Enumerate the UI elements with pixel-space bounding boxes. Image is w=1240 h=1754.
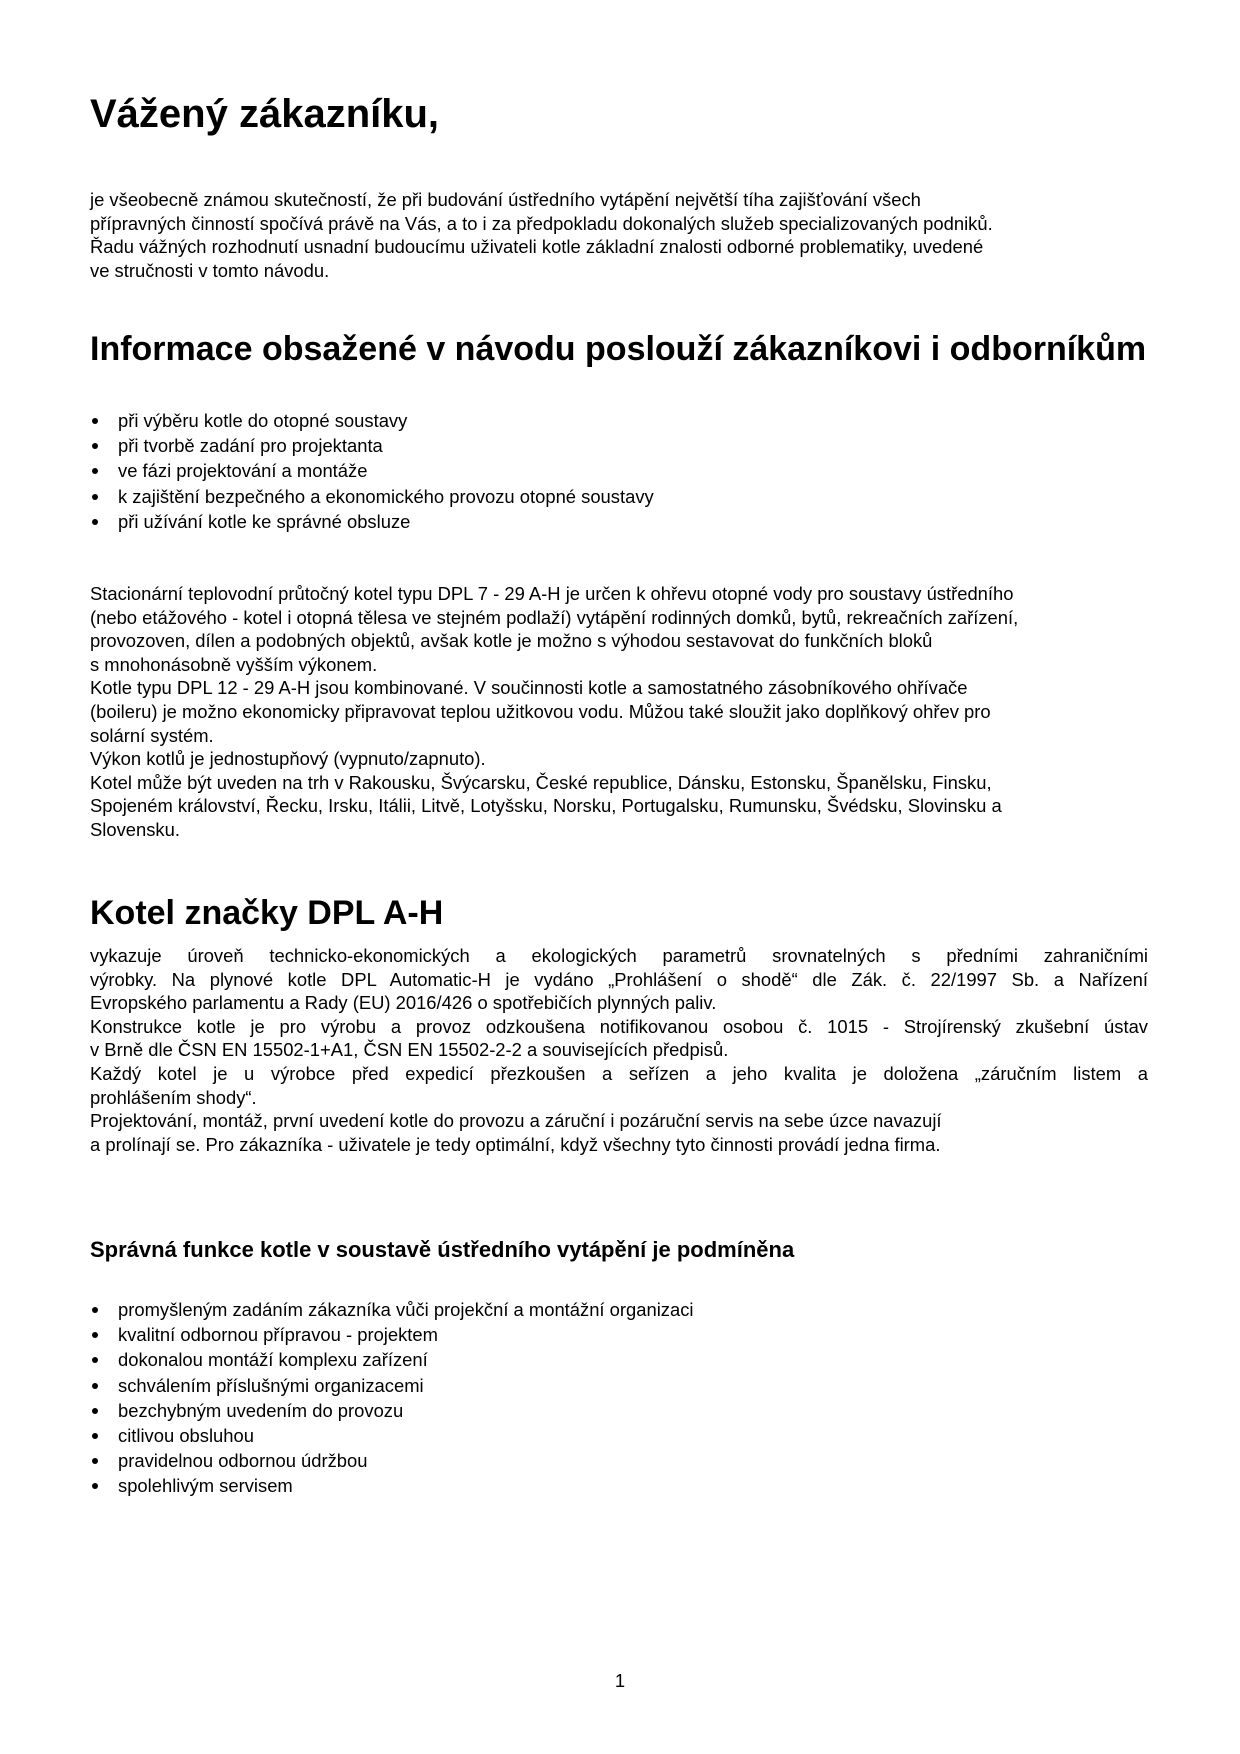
bullet-icon <box>92 1433 98 1439</box>
kotel-line: Konstrukce kotle je pro výrobu a provoz odzkoušena notifikovanou osobou č. 1015 - Strojírenský zkušební ústav <box>90 1015 1148 1037</box>
bullet-icon <box>92 494 98 500</box>
kotel-line: výrobky. Na plynové kotle DPL Automatic-H je vydáno „Prohlášení o shodě“ dle Zák. č. 22/1997 Sb. a Nařízení <box>90 968 1148 990</box>
kotel-line: vykazuje úroveň technicko-ekonomických a ekologických parametrů srovnatelných s předními zahraničními <box>90 945 1148 966</box>
bullet-icon <box>92 1357 98 1363</box>
list-item: dokonalou montáží komplexu zařízení <box>90 1347 693 1372</box>
kotel-line: Projektování, montáž, první uvedení kotle do provozu a záruční i pozáruční servis na sebe úzce navazují <box>90 1110 942 1132</box>
description-line: Stacionární teplovodní průtočný kotel typu DPL 7 - 29 A-H je určen k ohřevu otopné vody pro soustavy ústředního <box>90 583 1014 604</box>
list-item: ve fázi projektování a montáže <box>90 458 654 483</box>
description-paragraph <box>90 582 1148 842</box>
description-line: provozoven, dílen a podobných objektů, avšak kotle je možno s výhodou sestavovat do funkčních bloků <box>90 630 933 652</box>
intro-line: Řadu vážných rozhodnutí usnadní budoucímu uživateli kotle základní znalosti odborné problematiky, uvedené <box>90 236 984 258</box>
list-item: schválením příslušnými organizacemi <box>90 1373 693 1398</box>
description-line: Kotel může být uveden na trh v Rakousku, Švýcarsku, České republice, Dánsku, Estonsku, Španělsku, Finsku, <box>90 771 992 793</box>
kotel-line: Evropského parlamentu a Rady (EU) 2016/426 o spotřebičích plynných paliv. <box>90 992 717 1014</box>
list-item: při tvorbě zadání pro projektanta <box>90 433 654 458</box>
kotel-paragraph <box>90 944 1148 1156</box>
list-item: bezchybným uvedením do provozu <box>90 1398 693 1423</box>
list-item: kvalitní odbornou přípravou - projektem <box>90 1322 693 1347</box>
intro-line: je všeobecně známou skutečností, že při budování ústředního vytápění největší tíha zajišťování všech <box>90 189 921 210</box>
kotel-line: Každý kotel je u výrobce před expedicí přezkoušen a seřízen a jeho kvalita je doložena „záručním listem a <box>90 1062 1148 1084</box>
description-line: Výkon kotlů je jednostupňový (vypnuto/zapnuto). <box>90 748 486 770</box>
kotel-line: v Brně dle ČSN EN 15502-1+A1, ČSN EN 15502-2-2 a souvisejících předpisů. <box>90 1039 729 1061</box>
list-item: při výběru kotle do otopné soustavy <box>90 408 654 433</box>
bullet-icon <box>92 519 98 525</box>
list-item: spolehlivým servisem <box>90 1473 693 1498</box>
list-item: pravidelnou odbornou údržbou <box>90 1448 693 1473</box>
list-item: citlivou obsluhou <box>90 1423 693 1448</box>
bullet-icon <box>92 418 98 424</box>
bullet-icon <box>92 443 98 449</box>
description-line: (nebo etážového - kotel i otopná tělesa ve stejném podlaží) vytápění rodinných domků, bytů, rekreačních zařízení, <box>90 606 1019 628</box>
intro-paragraph <box>90 188 1148 282</box>
description-line: Slovensku. <box>90 818 180 840</box>
funkce-heading: Správná funkce kotle v soustavě ústředního vytápění je podmíněna <box>90 1237 795 1262</box>
info-list <box>90 408 654 534</box>
bullet-icon <box>92 1458 98 1464</box>
list-item: promyšleným zadáním zákazníka vůči projekční a montážní organizaci <box>90 1297 693 1322</box>
bullet-icon <box>92 468 98 474</box>
description-line: (boileru) je možno ekonomicky připravovat teplou užitkovou vodu. Můžou také sloužit jako doplňkový ohřev pro <box>90 700 991 722</box>
list-item: k zajištění bezpečného a ekonomického provozu otopné soustavy <box>90 484 654 509</box>
intro-line: přípravných činností spočívá právě na Vás, a to i za předpokladu dokonalých služeb specializovaných podniků. <box>90 212 993 234</box>
bullet-icon <box>92 1483 98 1489</box>
bullet-icon <box>92 1383 98 1389</box>
description-line: solární systém. <box>90 724 214 746</box>
bullet-icon <box>92 1332 98 1338</box>
kotel-heading: Kotel značky DPL A-H <box>90 894 444 932</box>
page-number: 1 <box>614 1670 626 1691</box>
kotel-line: prohlášením shody“. <box>90 1086 257 1108</box>
info-heading: Informace obsažené v návodu poslouží zákazníkovi i odborníkům <box>90 330 1147 368</box>
bullet-icon <box>92 1307 98 1313</box>
list-item: při užívání kotle ke správné obsluze <box>90 509 654 534</box>
description-line: Spojeném království, Řecku, Irsku, Itálii, Litvě, Lotyšsku, Norsku, Portugalsku, Rumunsku, Švédsku, Slovinsku a <box>90 795 1002 817</box>
description-line: s mnohonásobně vyšším výkonem. <box>90 653 378 675</box>
funkce-list <box>90 1297 693 1499</box>
kotel-line: a prolínají se. Pro zákazníka - uživatele je tedy optimální, když všechny tyto činnosti provádí jedna firma. <box>90 1133 941 1155</box>
description-line: Kotle typu DPL 12 - 29 A-H jsou kombinované. V součinnosti kotle a samostatného zásobníkového ohřívače <box>90 677 968 699</box>
intro-line: ve stručnosti v tomto návodu. <box>90 259 330 281</box>
page-title: Vážený zákazníku, <box>90 92 440 136</box>
bullet-icon <box>92 1408 98 1414</box>
